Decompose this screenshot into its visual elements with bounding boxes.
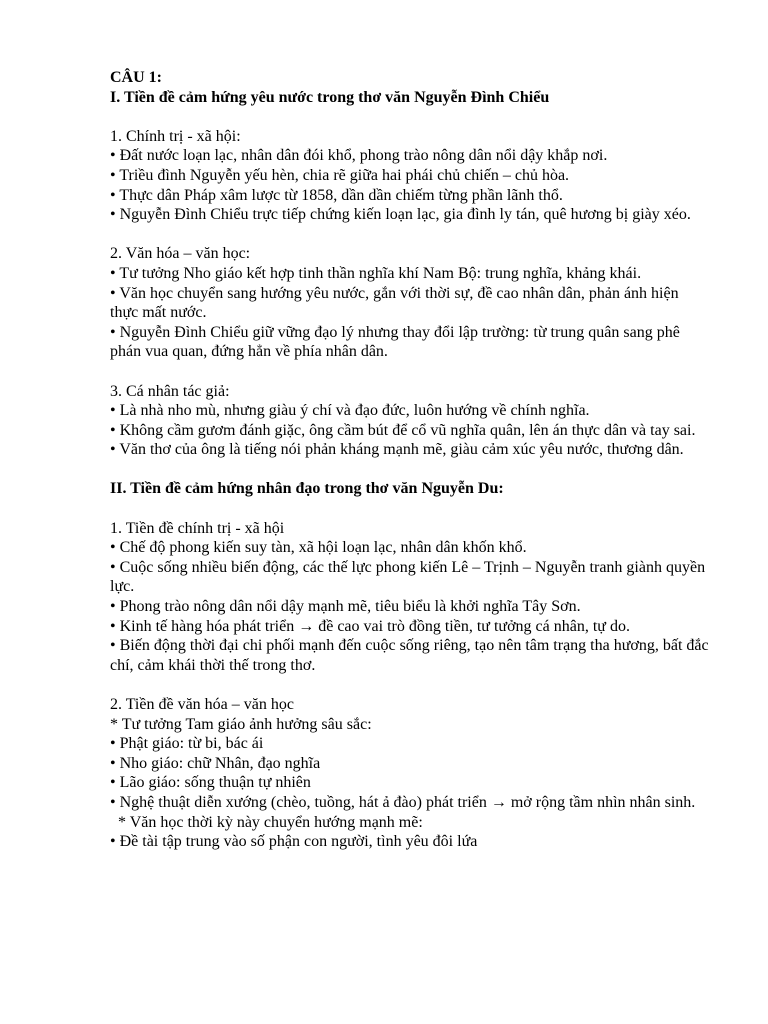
s2-subheading-culture: 2. Tiền đề văn hóa – văn học <box>110 696 294 713</box>
s2-subheading-politics: 1. Tiền đề chính trị - xã hội <box>110 519 285 537</box>
s1-subheading-politics: 1. Chính trị - xã hội: <box>110 127 241 145</box>
s1-subheading-culture: 2. Văn hóa – văn học: <box>110 245 251 263</box>
list-item: • Triều đình Nguyễn yếu hèn, chia rẽ giữa hai phái chủ chiến – chủ hòa. <box>110 166 570 184</box>
list-item: • Chế độ phong kiến suy tàn, xã hội loạn lạc, nhân dân khốn khổ. <box>110 539 527 557</box>
list-item: • Nguyễn Đình Chiểu giữ vững đạo lý nhưng thay đổi lập trường: từ trung quân sang phê phán vua quan, đứng hẳn về phía nhân dân. <box>110 323 680 361</box>
list-item: • Nho giáo: chữ Nhân, đạo nghĩa <box>110 754 321 772</box>
spacer <box>110 107 710 127</box>
list-item: • Đề tài tập trung vào số phận con người, tình yêu đôi lứa <box>110 833 478 851</box>
list-item: • Là nhà nho mù, nhưng giàu ý chí và đạo đức, luôn hướng về chính nghĩa. <box>110 402 590 420</box>
list-item: • Cuộc sống nhiều biến động, các thế lực phong kiến Lê – Trịnh – Nguyễn tranh giành quyền lực. <box>110 558 706 596</box>
list-item: • Phong trào nông dân nổi dậy mạnh mẽ, tiêu biểu là khởi nghĩa Tây Sơn. <box>110 598 581 616</box>
list-item: * Văn học thời kỳ này chuyển hướng mạnh mẽ: <box>110 813 423 831</box>
document-page <box>110 68 710 852</box>
list-item: • Thực dân Pháp xâm lược từ 1858, dần dần chiếm từng phần lãnh thổ. <box>110 186 563 204</box>
list-item: • Nguyễn Đình Chiểu trực tiếp chứng kiến loạn lạc, gia đình ly tán, quê hương bị giày xéo. <box>110 206 691 224</box>
list-item: • Đất nước loạn lạc, nhân dân đói khổ, phong trào nông dân nổi dậy khắp nơi. <box>110 147 608 165</box>
spacer <box>110 460 710 480</box>
list-item: * Tư tưởng Tam giáo ảnh hưởng sâu sắc: <box>110 715 372 733</box>
list-item: • Phật giáo: từ bi, bác ái <box>110 735 264 753</box>
spacer <box>110 225 710 245</box>
section-1-title: I. Tiền đề cảm hứng yêu nước trong thơ văn Nguyễn Đình Chiểu <box>110 88 550 106</box>
list-item: • Nghệ thuật diễn xướng (chèo, tuồng, hát ả đào) phát triển → mở rộng tầm nhìn nhân sinh. <box>110 793 696 811</box>
spacer <box>110 675 710 695</box>
s1-subheading-author: 3. Cá nhân tác giả: <box>110 382 230 400</box>
list-item: • Biến động thời đại chi phối mạnh đến cuộc sống riêng, tạo nên tâm trạng tha hương, bất đắc chí, cảm khái thời thế trong thơ. <box>110 637 709 674</box>
list-item: • Văn học chuyển sang hướng yêu nước, gắn với thời sự, đề cao nhân dân, phản ánh hiện thực mất nước. <box>110 284 679 322</box>
list-item: • Lão giáo: sống thuận tự nhiên <box>110 774 311 792</box>
spacer <box>110 362 710 382</box>
section-2-title: II. Tiền đề cảm hứng nhân đạo trong thơ văn Nguyễn Du: <box>110 480 504 498</box>
list-item: • Kinh tế hàng hóa phát triển → đề cao vai trò đồng tiền, tư tưởng cá nhân, tự do. <box>110 617 630 635</box>
list-item: • Tư tưởng Nho giáo kết hợp tinh thần nghĩa khí Nam Bộ: trung nghĩa, khảng khái. <box>110 264 642 282</box>
question-label: CÂU 1: <box>110 69 162 86</box>
list-item: • Văn thơ của ông là tiếng nói phản kháng mạnh mẽ, giàu cảm xúc yêu nước, thương dân. <box>110 441 684 459</box>
list-item: • Không cầm gươm đánh giặc, ông cầm bút để cổ vũ nghĩa quân, lên án thực dân và tay sai. <box>110 421 696 439</box>
spacer <box>110 499 710 519</box>
